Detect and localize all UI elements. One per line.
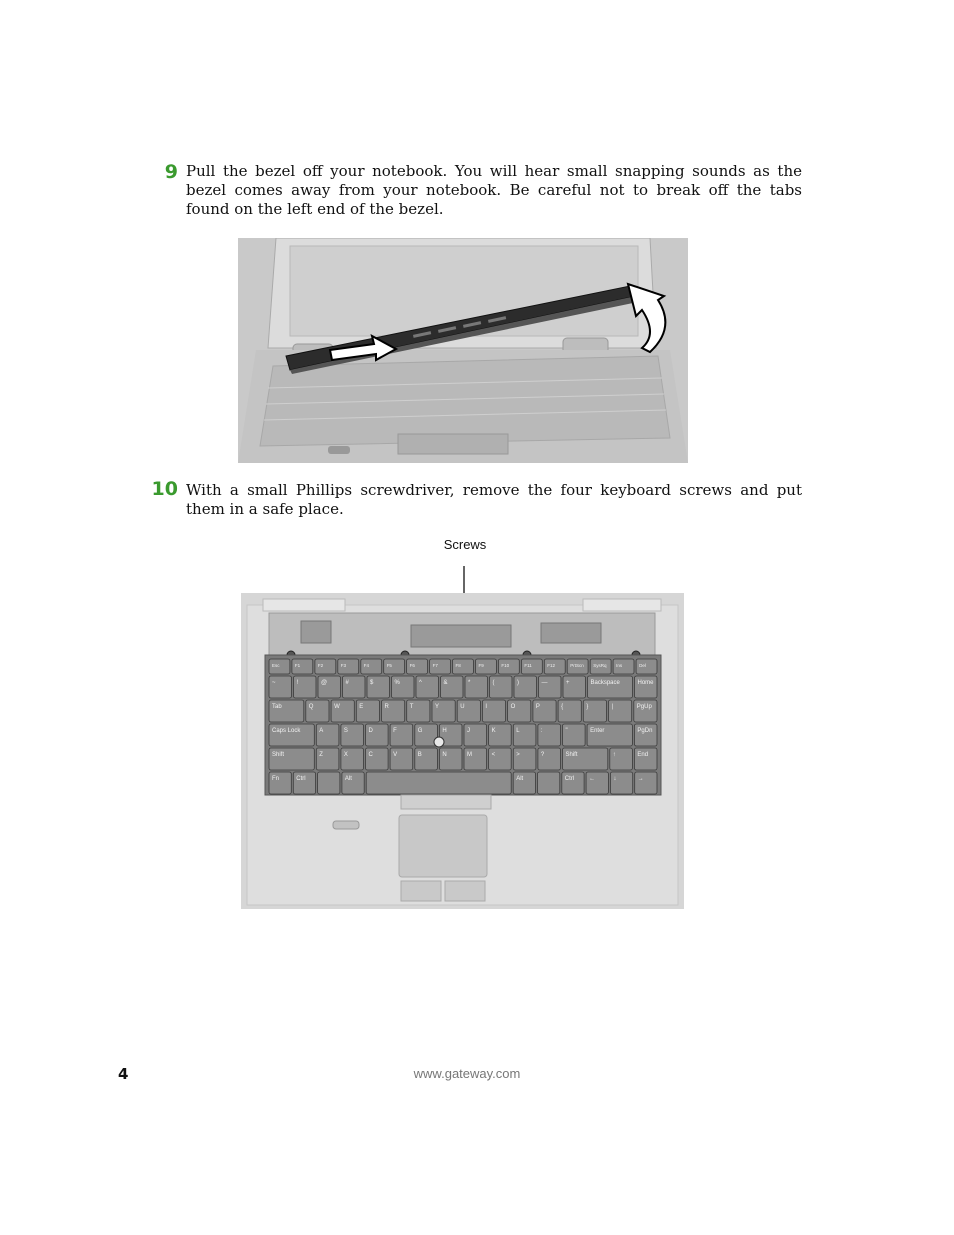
keyboard-key-label: F: [393, 728, 397, 734]
keyboard-key-label: F7: [432, 663, 438, 668]
keyboard-key-label: K: [491, 728, 496, 734]
keyboard-key-label: Tab: [272, 704, 282, 710]
keyboard-key-label: F2: [317, 663, 324, 668]
keyboard-key-label: &: [443, 680, 448, 686]
step-number: 10: [151, 478, 178, 500]
keyboard-key-label: Shift: [565, 752, 578, 758]
keyboard-key-label: H: [442, 728, 447, 734]
keyboard-key-label: T: [409, 704, 414, 710]
keyboard-key-label: Z: [319, 752, 323, 758]
keyboard-key-label: ↑: [612, 752, 616, 758]
keyboard-key-label: #: [345, 680, 349, 686]
keyboard-key-label: L: [516, 728, 520, 734]
keyboard-key-label: Del: [639, 663, 646, 668]
keyboard-key-label: @: [321, 680, 328, 686]
keyboard-key-label: F4: [363, 663, 370, 668]
keyboard-key-label: }: [586, 704, 589, 710]
keyboard-key: [538, 772, 560, 794]
keyboard-key-label: A: [319, 728, 324, 734]
keyboard-key-label: $: [370, 680, 374, 686]
keyboard-key-label: ~: [272, 680, 276, 686]
keyboard-key-label: U: [460, 704, 465, 710]
bezel-removal-illustration: [238, 238, 688, 463]
keyboard-key-label: {: [561, 704, 564, 710]
page-number: 4: [118, 1065, 129, 1083]
keyboard-key-label: ): [517, 680, 519, 686]
keyboard-key-label: ↓: [613, 776, 617, 782]
keyboard-key-label: F8: [455, 663, 461, 668]
keyboard-key-label: F9: [478, 663, 484, 668]
keyboard-key-label: PgDn: [637, 728, 653, 734]
keyboard-key-label: F6: [409, 663, 415, 668]
bezel-removal-figure: [238, 238, 688, 463]
keyboard-key-label: +: [566, 680, 570, 686]
keyboard-key-label: F12: [547, 663, 556, 668]
keyboard-key-label: S: [343, 728, 348, 734]
keyboard-key-label: G: [417, 728, 423, 734]
keyboard-key-label: P: [535, 704, 540, 710]
keyboard-key-label: Ins: [616, 663, 623, 668]
keyboard-key-label: (: [492, 680, 495, 686]
keyboard-key-label: *: [468, 680, 471, 686]
keyboard-key: [318, 772, 340, 794]
keyboard-key-label: :: [540, 728, 543, 734]
keyboard-key-label: %: [394, 680, 400, 686]
keyboard-key-label: I: [485, 704, 488, 710]
keyboard-key-label: |: [611, 704, 614, 710]
keyboard-key-label: F11: [524, 663, 532, 668]
keyboard-key-label: F1: [294, 663, 301, 668]
keyboard-key-label: D: [368, 728, 373, 734]
keyboard-key-label: ?: [540, 752, 545, 758]
keyboard-key-label: Alt: [344, 776, 352, 782]
keyboard-key-label: ^: [419, 680, 422, 686]
keyboard-key-label: Ctrl: [564, 776, 575, 782]
keyboard-key-label: Caps Lock: [272, 728, 301, 734]
keyboard-key-label: Esc: [272, 663, 280, 668]
keyboard-key-label: End: [637, 752, 649, 758]
keyboard-key-label: Fn: [272, 776, 280, 782]
footer-url: www.gateway.com: [413, 1066, 521, 1081]
keyboard-key-label: !: [296, 680, 299, 686]
keyboard-key-label: J: [467, 728, 470, 734]
keyboard-key-label: ": [565, 728, 568, 734]
keyboard-key-label: SysRq: [593, 663, 607, 668]
keyboard-key-label: >: [516, 752, 520, 758]
step-instruction: With a small Phillips screwdriver, remove the four keyboard screws and put them in a safe place.: [186, 481, 802, 518]
keyboard-key-label: N: [442, 752, 447, 758]
keyboard-key-label: ←: [589, 776, 596, 782]
keyboard-key-label: B: [417, 752, 422, 758]
keyboard-key-label: Backspace: [590, 680, 620, 686]
keyboard-key-label: F10: [501, 663, 510, 668]
keyboard-key-label: M: [467, 752, 472, 758]
keyboard-key-label: Enter: [590, 728, 605, 734]
keyboard-key-label: C: [368, 752, 373, 758]
keyboard-key-label: <: [491, 752, 496, 758]
keyboard-key: [366, 772, 511, 794]
keyboard-key-label: Y: [435, 704, 440, 710]
keyboard-key-label: O: [510, 704, 516, 710]
keyboard-key-label: PgUp: [636, 704, 652, 710]
keyboard-key-label: —: [541, 680, 548, 686]
keyboard-key-label: PrtScn: [570, 663, 584, 668]
keyboard-key-label: F5: [386, 663, 392, 668]
step-instruction: Pull the bezel off your notebook. You will hear small snapping sounds as the bezel comes away from your notebook. Be careful not to break off the tabs found on the left end of the bezel.: [186, 162, 802, 218]
keyboard-key-label: Q: [308, 704, 314, 710]
keyboard-key-label: →: [637, 776, 644, 782]
keyboard-key-label: Ctrl: [296, 776, 306, 782]
screws-callout-label: Screws: [443, 537, 487, 552]
keyboard-key-label: Shift: [272, 752, 285, 758]
keyboard-screws-figure: [241, 593, 684, 909]
keyboard-key-label: Alt: [516, 776, 524, 782]
keyboard-key-label: F3: [340, 663, 347, 668]
keyboard-key-label: R: [384, 704, 389, 710]
keyboard-key-label: Home: [637, 680, 654, 686]
keyboard-key-label: W: [334, 704, 340, 710]
step-number: 9: [164, 161, 178, 183]
keyboard-key-label: E: [359, 704, 364, 710]
keyboard-key-label: X: [343, 752, 348, 758]
keyboard-key-label: V: [393, 752, 398, 758]
keyboard-illustration: [241, 593, 684, 909]
